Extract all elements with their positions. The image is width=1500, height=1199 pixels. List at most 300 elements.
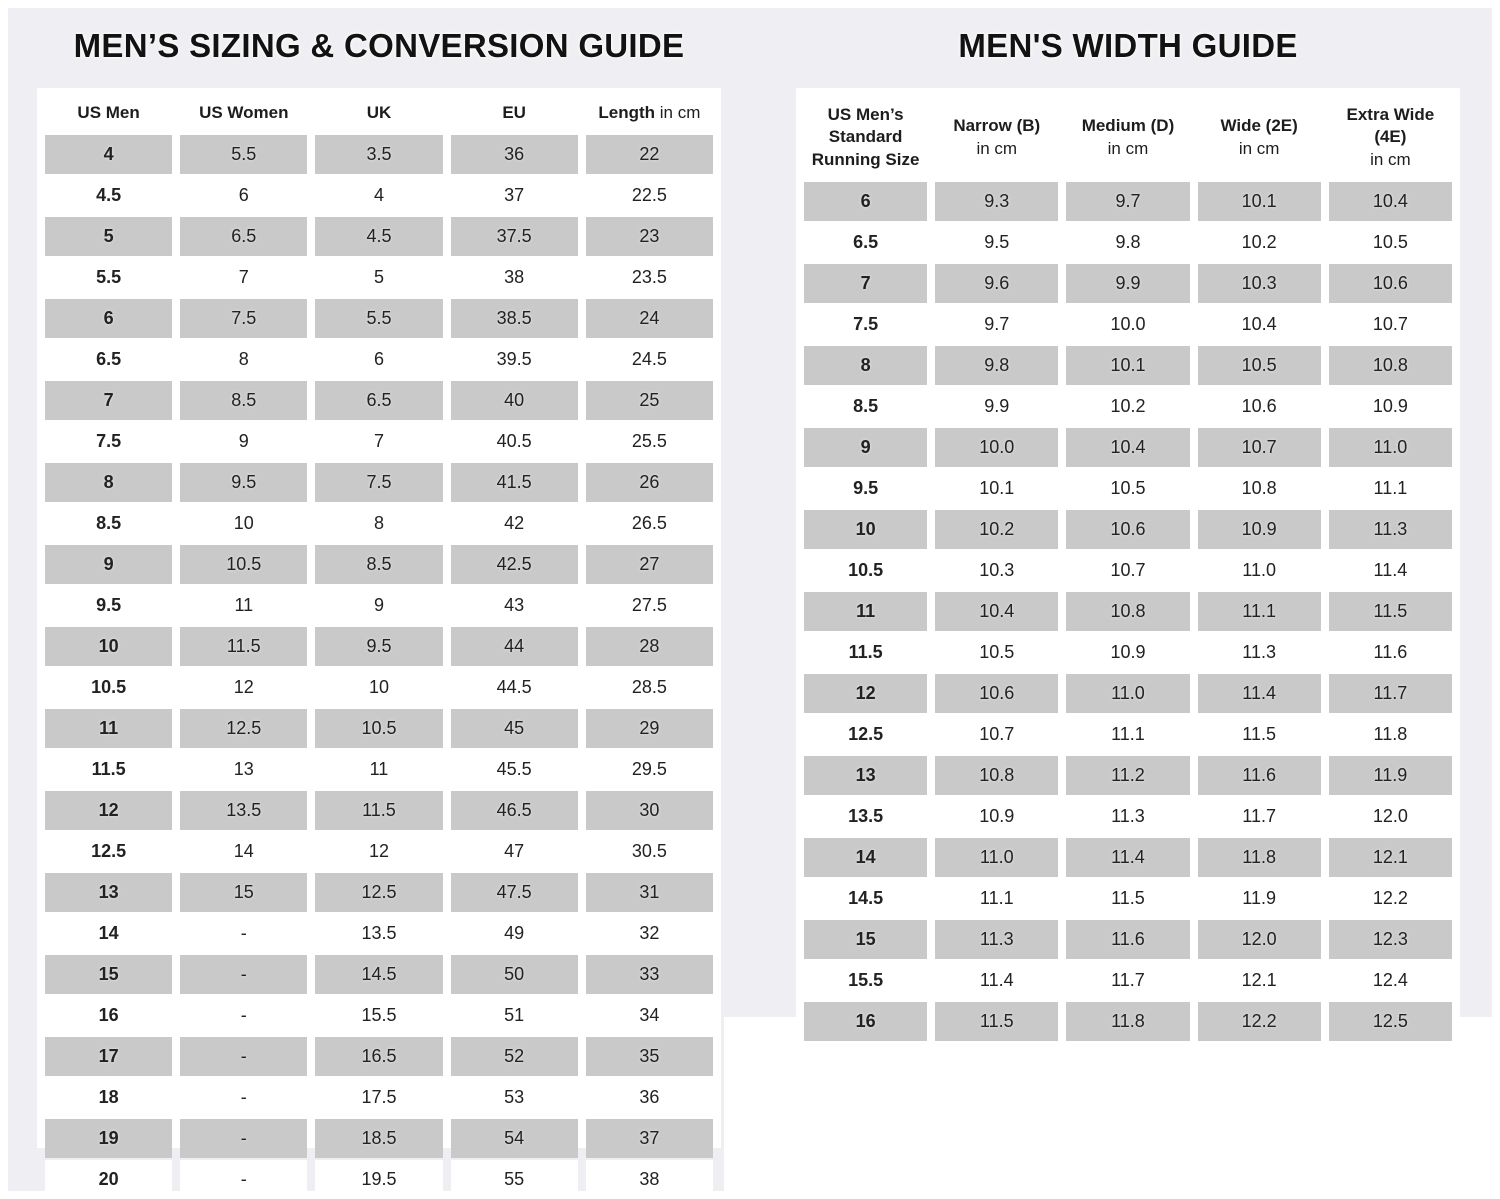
- table-row: [45, 217, 713, 256]
- table-header: [45, 92, 713, 133]
- table-cell: 8.5: [45, 504, 172, 543]
- table-cell: 18.5: [315, 1119, 442, 1158]
- table-header-cell: [451, 92, 578, 133]
- table-cell: 9.9: [935, 387, 1058, 426]
- table-cell: 11.9: [1329, 756, 1452, 795]
- header-label: Medium (D): [1081, 116, 1175, 136]
- table-cell: 16: [804, 1002, 927, 1041]
- table-row: [45, 1037, 713, 1076]
- table-cell: 9.5: [315, 627, 442, 666]
- table-row: [45, 463, 713, 502]
- table-cell: -: [180, 1078, 307, 1117]
- table-cell: 9.8: [1066, 223, 1189, 262]
- table-cell: 6.5: [45, 340, 172, 379]
- table-cell: 4.5: [315, 217, 442, 256]
- table-row: [45, 381, 713, 420]
- table-cell: 10.5: [45, 668, 172, 707]
- table-cell: 30: [586, 791, 713, 830]
- table-row: [804, 838, 1452, 877]
- table-cell: 12.3: [1329, 920, 1452, 959]
- table-cell: 11.5: [45, 750, 172, 789]
- table-cell: 5.5: [180, 135, 307, 174]
- table-header-cell: [180, 92, 307, 133]
- table-cell: 7: [804, 264, 927, 303]
- table-row: [45, 1078, 713, 1117]
- table-cell: 36: [586, 1078, 713, 1117]
- table-cell: 11: [180, 586, 307, 625]
- table-row: [45, 791, 713, 830]
- table-cell: 11.3: [1198, 633, 1321, 672]
- table-cell: 11.7: [1066, 961, 1189, 1000]
- table-cell: 24.5: [586, 340, 713, 379]
- table-cell: 54: [451, 1119, 578, 1158]
- table-row: [804, 633, 1452, 672]
- table-cell: 12.5: [180, 709, 307, 748]
- table-cell: 42: [451, 504, 578, 543]
- table-header-cell: [1329, 94, 1452, 180]
- table-cell: 10: [804, 510, 927, 549]
- table-cell: 11.0: [1198, 551, 1321, 590]
- table-cell: 7: [45, 381, 172, 420]
- table-cell: 11.3: [1066, 797, 1189, 836]
- table-row: [804, 305, 1452, 344]
- table-cell: 32: [586, 914, 713, 953]
- table-cell: 10.1: [1198, 182, 1321, 221]
- table-cell: 23: [586, 217, 713, 256]
- table-cell: 4: [45, 135, 172, 174]
- table-cell: 14: [804, 838, 927, 877]
- header-label: UK: [366, 103, 392, 122]
- table-cell: 12: [804, 674, 927, 713]
- table-header-cell: [315, 92, 442, 133]
- header-unit: in cm: [1238, 138, 1280, 158]
- table-cell: 24: [586, 299, 713, 338]
- table-cell: 12.5: [804, 715, 927, 754]
- table-cell: 39.5: [451, 340, 578, 379]
- table-cell: 11.5: [180, 627, 307, 666]
- table-cell: 43: [451, 586, 578, 625]
- table-row: [45, 258, 713, 297]
- table-cell: 12.1: [1198, 961, 1321, 1000]
- table-cell: 31: [586, 873, 713, 912]
- table-row: [45, 545, 713, 584]
- table-row: [804, 223, 1452, 262]
- table-header-cell: [45, 92, 172, 133]
- table-cell: 10.4: [1198, 305, 1321, 344]
- table-cell: 26: [586, 463, 713, 502]
- table-cell: 10: [180, 504, 307, 543]
- header-label: Length: [598, 103, 656, 122]
- table-cell: 9.9: [1066, 264, 1189, 303]
- table-row: [804, 428, 1452, 467]
- table-cell: 12.2: [1198, 1002, 1321, 1041]
- table-cell: 11.6: [1066, 920, 1189, 959]
- table-cell: 5.5: [45, 258, 172, 297]
- table-cell: 12.4: [1329, 961, 1452, 1000]
- table-row: [804, 182, 1452, 221]
- table-cell: 17: [45, 1037, 172, 1076]
- table-row: [45, 299, 713, 338]
- table-cell: 11.5: [1329, 592, 1452, 631]
- table-row: [804, 674, 1452, 713]
- table-cell: 8.5: [804, 387, 927, 426]
- header-label: Wide (2E): [1220, 116, 1298, 136]
- table-cell: 10.6: [1198, 387, 1321, 426]
- table-cell: 11.8: [1198, 838, 1321, 877]
- table-cell: 40: [451, 381, 578, 420]
- table-cell: 10.7: [1066, 551, 1189, 590]
- header-label: US Men: [77, 103, 140, 122]
- width-guide-table: [796, 92, 1460, 1043]
- table-cell: 8: [804, 346, 927, 385]
- table-cell: 14: [180, 832, 307, 871]
- table-cell: 11.6: [1198, 756, 1321, 795]
- table-cell: 15: [45, 955, 172, 994]
- table-row: [804, 961, 1452, 1000]
- table-row: [804, 551, 1452, 590]
- table-cell: 13.5: [315, 914, 442, 953]
- table-cell: 17.5: [315, 1078, 442, 1117]
- table-cell: 11.5: [935, 1002, 1058, 1041]
- table-row: [45, 996, 713, 1035]
- table-cell: 28.5: [586, 668, 713, 707]
- table-cell: 11.7: [1329, 674, 1452, 713]
- table-cell: 6: [45, 299, 172, 338]
- table-header-cell: [804, 94, 927, 180]
- table-cell: 15.5: [804, 961, 927, 1000]
- table-cell: 13: [45, 873, 172, 912]
- header-line: Running Size: [811, 149, 920, 169]
- table-cell: 12: [45, 791, 172, 830]
- table-cell: 8: [45, 463, 172, 502]
- table-cell: 52: [451, 1037, 578, 1076]
- table-header-cell: [1198, 94, 1321, 180]
- table-row: [45, 709, 713, 748]
- table-cell: 11.0: [1066, 674, 1189, 713]
- table-cell: 10.0: [1066, 305, 1189, 344]
- table-row: [45, 750, 713, 789]
- table-cell: 14.5: [315, 955, 442, 994]
- table-cell: 8.5: [315, 545, 442, 584]
- table-cell: 9.5: [804, 469, 927, 508]
- table-header-cell: [1066, 94, 1189, 180]
- table-cell: 10.9: [1329, 387, 1452, 426]
- table-cell: 14: [45, 914, 172, 953]
- table-cell: 12.2: [1329, 879, 1452, 918]
- width-guide-card: [796, 88, 1460, 1032]
- table-cell: 10.1: [935, 469, 1058, 508]
- table-cell: 49: [451, 914, 578, 953]
- table-cell: 9.5: [935, 223, 1058, 262]
- table-cell: 10.2: [935, 510, 1058, 549]
- table-row: [804, 797, 1452, 836]
- table-cell: 25: [586, 381, 713, 420]
- table-cell: 10: [45, 627, 172, 666]
- table-row: [804, 510, 1452, 549]
- table-cell: 15: [804, 920, 927, 959]
- table-cell: 11.1: [1329, 469, 1452, 508]
- table-header-cell: [935, 94, 1058, 180]
- table-cell: 10.4: [1066, 428, 1189, 467]
- table-cell: 12: [180, 668, 307, 707]
- table-cell: 7.5: [315, 463, 442, 502]
- width-guide-title: MEN'S WIDTH GUIDE: [958, 27, 1298, 64]
- table-cell: 36: [451, 135, 578, 174]
- table-cell: 10.3: [935, 551, 1058, 590]
- table-cell: 41.5: [451, 463, 578, 502]
- table-cell: 19.5: [315, 1160, 442, 1199]
- table-cell: 42.5: [451, 545, 578, 584]
- table-cell: 10.5: [315, 709, 442, 748]
- table-row: [45, 873, 713, 912]
- header-label: Extra Wide (4E): [1346, 105, 1435, 147]
- table-row: [804, 264, 1452, 303]
- table-cell: 10.8: [1329, 346, 1452, 385]
- table-cell: 47: [451, 832, 578, 871]
- table-row: [804, 920, 1452, 959]
- table-header-cell: [586, 92, 713, 133]
- sizing-conversion-table: [37, 90, 721, 1199]
- header-label: EU: [502, 103, 526, 122]
- table-cell: 7: [315, 422, 442, 461]
- table-cell: 9: [804, 428, 927, 467]
- header-unit: in cm: [976, 138, 1018, 158]
- table-cell: 27.5: [586, 586, 713, 625]
- table-cell: 12: [315, 832, 442, 871]
- table-cell: 9.6: [935, 264, 1058, 303]
- table-cell: 12.0: [1198, 920, 1321, 959]
- table-cell: -: [180, 1037, 307, 1076]
- table-cell: 29.5: [586, 750, 713, 789]
- table-row: [45, 1160, 713, 1199]
- table-cell: 19: [45, 1119, 172, 1158]
- table-cell: 9: [315, 586, 442, 625]
- table-cell: 11.5: [1066, 879, 1189, 918]
- table-cell: 10.9: [935, 797, 1058, 836]
- table-row: [45, 176, 713, 215]
- table-cell: -: [180, 914, 307, 953]
- table-cell: 6.5: [315, 381, 442, 420]
- sizing-conversion-guide-title: MEN’S SIZING & CONVERSION GUIDE: [73, 27, 685, 64]
- table-cell: 22: [586, 135, 713, 174]
- table-cell: 38.5: [451, 299, 578, 338]
- table-cell: 10.5: [1198, 346, 1321, 385]
- table-cell: 10.6: [935, 674, 1058, 713]
- table-cell: 5.5: [315, 299, 442, 338]
- table-cell: 13.5: [180, 791, 307, 830]
- table-cell: 16.5: [315, 1037, 442, 1076]
- table-cell: 50: [451, 955, 578, 994]
- table-cell: 11.5: [804, 633, 927, 672]
- table-cell: 11.4: [1329, 551, 1452, 590]
- table-cell: 10: [315, 668, 442, 707]
- table-cell: 10.5: [935, 633, 1058, 672]
- table-row: [45, 668, 713, 707]
- table-cell: 12.0: [1329, 797, 1452, 836]
- table-cell: 6: [180, 176, 307, 215]
- table-cell: 37.5: [451, 217, 578, 256]
- table-cell: 11.3: [935, 920, 1058, 959]
- header-line: US Men’s: [827, 105, 904, 124]
- table-cell: 11.0: [1329, 428, 1452, 467]
- table-cell: 7.5: [804, 305, 927, 344]
- table-row: [45, 135, 713, 174]
- table-cell: 5: [315, 258, 442, 297]
- header-label: Narrow (B): [953, 116, 1041, 136]
- table-cell: 4: [315, 176, 442, 215]
- table-row: [804, 346, 1452, 385]
- sizing-conversion-card: [37, 88, 721, 1190]
- table-cell: 44: [451, 627, 578, 666]
- table-cell: 13: [180, 750, 307, 789]
- table-cell: 27: [586, 545, 713, 584]
- table-cell: 11.6: [1329, 633, 1452, 672]
- table-cell: 11.2: [1066, 756, 1189, 795]
- table-cell: 53: [451, 1078, 578, 1117]
- table-cell: 11.4: [1066, 838, 1189, 877]
- table-cell: 13.5: [804, 797, 927, 836]
- table-cell: 25.5: [586, 422, 713, 461]
- table-cell: 11: [315, 750, 442, 789]
- header-line: Standard: [828, 127, 903, 147]
- table-cell: 22.5: [586, 176, 713, 215]
- table-cell: 11.9: [1198, 879, 1321, 918]
- table-cell: 44.5: [451, 668, 578, 707]
- table-row: [45, 1119, 713, 1158]
- table-cell: 11.8: [1066, 1002, 1189, 1041]
- table-cell: 47.5: [451, 873, 578, 912]
- table-row: [45, 586, 713, 625]
- table-cell: 29: [586, 709, 713, 748]
- table-cell: 11.8: [1329, 715, 1452, 754]
- table-cell: 11.5: [1198, 715, 1321, 754]
- table-cell: 34: [586, 996, 713, 1035]
- table-cell: 51: [451, 996, 578, 1035]
- table-cell: 6.5: [804, 223, 927, 262]
- table-header: [804, 94, 1452, 180]
- table-row: [45, 914, 713, 953]
- table-cell: 10.0: [935, 428, 1058, 467]
- table-cell: 10.2: [1198, 223, 1321, 262]
- table-cell: 11.1: [935, 879, 1058, 918]
- table-cell: 4.5: [45, 176, 172, 215]
- table-cell: 11.5: [315, 791, 442, 830]
- table-cell: 8.5: [180, 381, 307, 420]
- table-cell: 38: [586, 1160, 713, 1199]
- header-unit: in cm: [1370, 149, 1411, 169]
- table-cell: 7.5: [180, 299, 307, 338]
- table-cell: 9: [45, 545, 172, 584]
- table-cell: 9.5: [180, 463, 307, 502]
- table-cell: 7: [180, 258, 307, 297]
- table-cell: 14.5: [804, 879, 927, 918]
- table-cell: 6: [315, 340, 442, 379]
- table-cell: 16: [45, 996, 172, 1035]
- header-label: US Women: [199, 103, 289, 122]
- table-cell: -: [180, 996, 307, 1035]
- table-cell: 11.1: [1066, 715, 1189, 754]
- table-cell: 9.3: [935, 182, 1058, 221]
- table-cell: 26.5: [586, 504, 713, 543]
- table-row: [45, 832, 713, 871]
- table-row: [804, 1002, 1452, 1041]
- table-cell: 9.7: [1066, 182, 1189, 221]
- table-cell: 9: [180, 422, 307, 461]
- table-cell: 6.5: [180, 217, 307, 256]
- table-cell: 10.5: [804, 551, 927, 590]
- table-cell: 46.5: [451, 791, 578, 830]
- table-cell: 11.7: [1198, 797, 1321, 836]
- table-cell: 11.4: [1198, 674, 1321, 713]
- table-cell: 10.4: [935, 592, 1058, 631]
- table-cell: 10.7: [1329, 305, 1452, 344]
- table-cell: 28: [586, 627, 713, 666]
- table-cell: 6: [804, 182, 927, 221]
- table-cell: 11.4: [935, 961, 1058, 1000]
- table-cell: 37: [586, 1119, 713, 1158]
- table-cell: 9.5: [45, 586, 172, 625]
- table-cell: 45: [451, 709, 578, 748]
- table-cell: -: [180, 1119, 307, 1158]
- table-cell: 10.9: [1198, 510, 1321, 549]
- table-cell: 45.5: [451, 750, 578, 789]
- table-cell: 3.5: [315, 135, 442, 174]
- table-cell: -: [180, 1160, 307, 1199]
- table-cell: 10.7: [935, 715, 1058, 754]
- table-row: [804, 592, 1452, 631]
- table-row: [45, 422, 713, 461]
- table-cell: 10.9: [1066, 633, 1189, 672]
- table-cell: 10.1: [1066, 346, 1189, 385]
- table-cell: 9.7: [935, 305, 1058, 344]
- table-cell: 10.8: [1198, 469, 1321, 508]
- table-cell: 11.0: [935, 838, 1058, 877]
- header-unit: in cm: [1107, 138, 1149, 158]
- table-cell: 30.5: [586, 832, 713, 871]
- table-cell: 10.2: [1066, 387, 1189, 426]
- table-cell: 11: [804, 592, 927, 631]
- table-cell: 12.1: [1329, 838, 1452, 877]
- table-row: [45, 627, 713, 666]
- table-cell: 7.5: [45, 422, 172, 461]
- table-cell: 15.5: [315, 996, 442, 1035]
- table-cell: 55: [451, 1160, 578, 1199]
- table-cell: 10.5: [180, 545, 307, 584]
- table-cell: 8: [180, 340, 307, 379]
- table-cell: 11.3: [1329, 510, 1452, 549]
- table-cell: 10.8: [1066, 592, 1189, 631]
- table-cell: 10.5: [1066, 469, 1189, 508]
- table-row: [804, 715, 1452, 754]
- table-cell: -: [180, 955, 307, 994]
- table-cell: 12.5: [45, 832, 172, 871]
- table-row: [45, 340, 713, 379]
- table-cell: 35: [586, 1037, 713, 1076]
- table-cell: 13: [804, 756, 927, 795]
- header-unit: in cm: [655, 103, 701, 122]
- table-row: [804, 469, 1452, 508]
- table-cell: 40.5: [451, 422, 578, 461]
- table-cell: 18: [45, 1078, 172, 1117]
- table-cell: 11.1: [1198, 592, 1321, 631]
- table-row: [804, 756, 1452, 795]
- table-cell: 10.5: [1329, 223, 1452, 262]
- table-cell: 37: [451, 176, 578, 215]
- table-cell: 23.5: [586, 258, 713, 297]
- table-cell: 20: [45, 1160, 172, 1199]
- table-row: [804, 879, 1452, 918]
- table-row: [45, 504, 713, 543]
